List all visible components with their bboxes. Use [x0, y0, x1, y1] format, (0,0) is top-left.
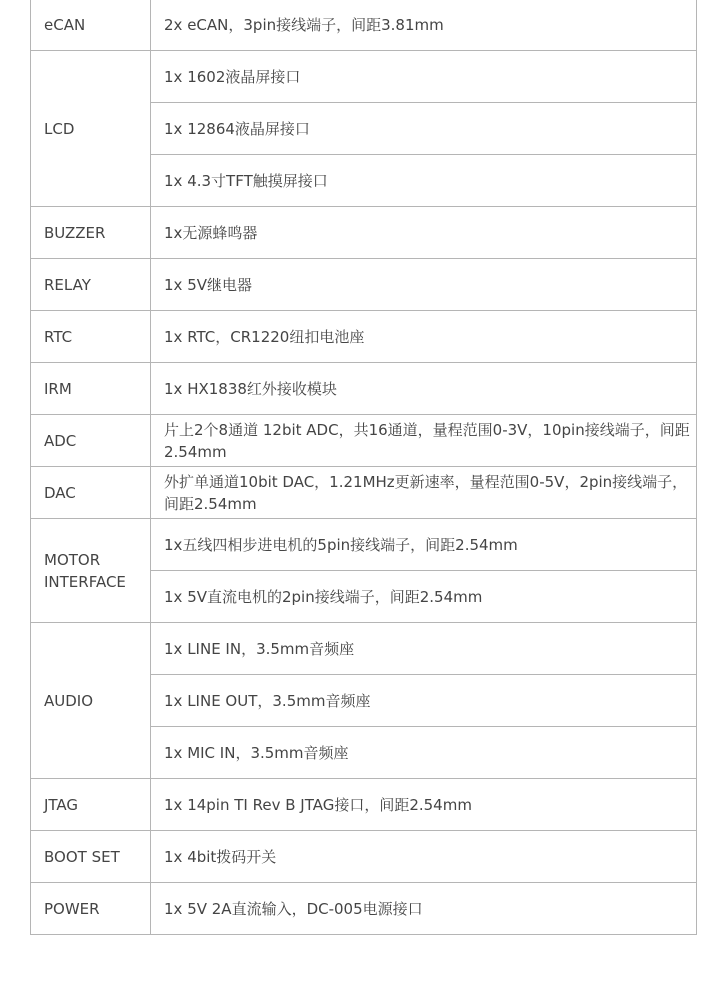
row-label-text: ADC	[44, 431, 77, 450]
row-value: 1x RTC，CR1220纽扣电池座	[151, 311, 697, 363]
row-label-text: RTC	[44, 327, 73, 346]
table-row	[31, 883, 697, 935]
row-label	[31, 0, 151, 51]
row-label	[31, 519, 151, 623]
row-label-text: JTAG	[44, 795, 79, 814]
row-value: 外扩单通道10bit DAC，1.21MHz更新速率，量程范围0-5V，2pin接线端子，间距2.54mm	[151, 467, 697, 519]
row-label	[31, 623, 151, 779]
table-row	[31, 519, 697, 571]
row-label-text: LCD	[44, 119, 75, 138]
table-row	[31, 51, 697, 103]
row-label	[31, 207, 151, 259]
row-label-text: IRM	[44, 379, 72, 398]
row-value: 1x 5V继电器	[151, 259, 697, 311]
row-value: 1x 4.3寸TFT触摸屏接口	[151, 155, 697, 207]
row-label	[31, 779, 151, 831]
row-value: 2x eCAN，3pin接线端子，间距3.81mm	[151, 0, 697, 51]
row-label-text: eCAN	[44, 15, 86, 34]
row-value: 1x无源蜂鸣器	[151, 207, 697, 259]
row-label	[31, 363, 151, 415]
row-label	[31, 311, 151, 363]
table-row	[31, 779, 697, 831]
row-label	[31, 51, 151, 207]
table-row	[31, 363, 697, 415]
table-row	[31, 415, 697, 467]
row-value: 1x 14pin TI Rev B JTAG接口，间距2.54mm	[151, 779, 697, 831]
row-value: 1x 5V 2A直流输入，DC-005电源接口	[151, 883, 697, 935]
table-row	[31, 259, 697, 311]
row-value: 1x 12864液晶屏接口	[151, 103, 697, 155]
row-label-text: RELAY	[44, 275, 91, 294]
row-label-text: POWER	[44, 899, 100, 918]
row-label	[31, 831, 151, 883]
row-value: 片上2个8通道 12bit ADC，共16通道，量程范围0-3V，10pin接线端子，间距2.54mm	[151, 415, 697, 467]
row-label	[31, 467, 151, 519]
row-value: 1x五线四相步进电机的5pin接线端子，间距2.54mm	[151, 519, 697, 571]
row-value: 1x 1602液晶屏接口	[151, 51, 697, 103]
row-label-text: MOTOR INTERFACE	[44, 550, 126, 591]
row-label	[31, 883, 151, 935]
row-value: 1x 5V直流电机的2pin接线端子，间距2.54mm	[151, 571, 697, 623]
row-label-text: DAC	[44, 483, 76, 502]
row-label	[31, 259, 151, 311]
spec-table	[30, 0, 697, 935]
table-row	[31, 467, 697, 519]
row-label-text: AUDIO	[44, 691, 94, 710]
row-value: 1x LINE OUT，3.5mm音频座	[151, 675, 697, 727]
row-value: 1x MIC IN，3.5mm音频座	[151, 727, 697, 779]
row-value: 1x HX1838红外接收模块	[151, 363, 697, 415]
row-label-text: BOOT SET	[44, 847, 120, 866]
table-row	[31, 0, 697, 51]
row-value: 1x LINE IN，3.5mm音频座	[151, 623, 697, 675]
row-label-text: BUZZER	[44, 223, 106, 242]
spec-table-body	[31, 0, 697, 935]
table-row	[31, 831, 697, 883]
table-row	[31, 311, 697, 363]
row-label	[31, 415, 151, 467]
row-value: 1x 4bit拨码开关	[151, 831, 697, 883]
table-row	[31, 623, 697, 675]
table-row	[31, 207, 697, 259]
